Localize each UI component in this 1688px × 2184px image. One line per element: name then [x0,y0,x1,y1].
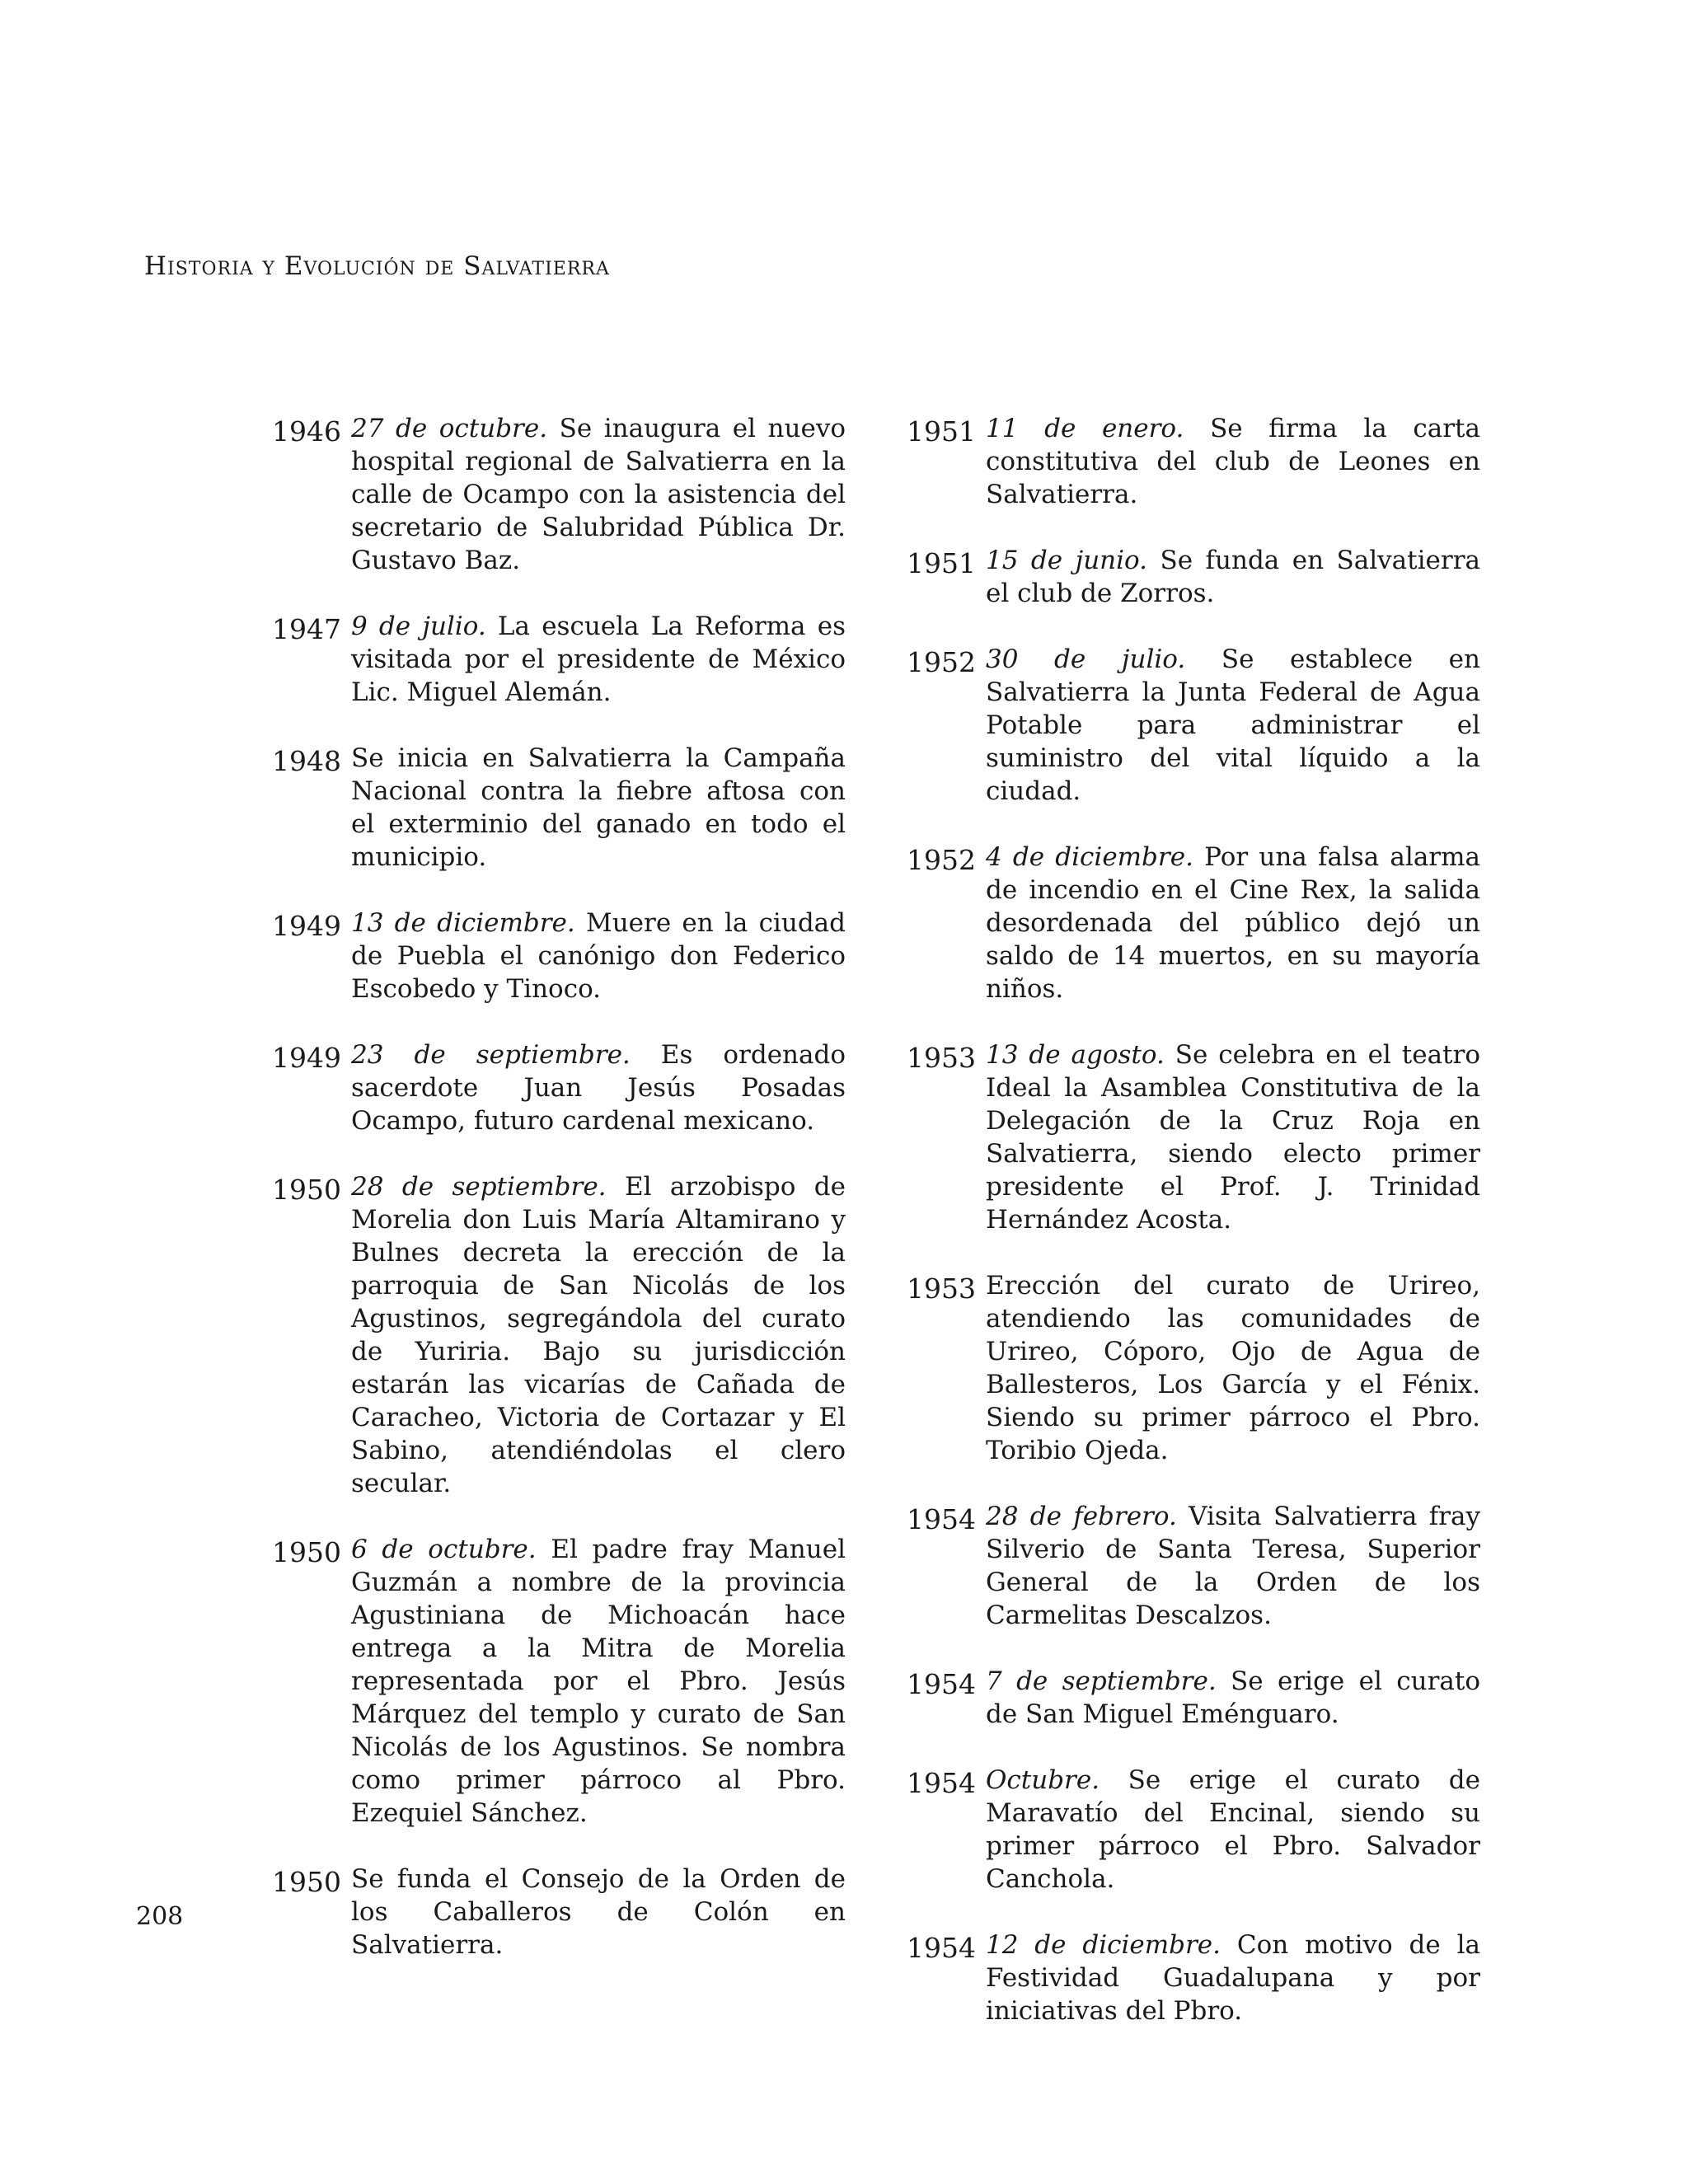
entry-year: 1950 [272,1866,341,1898]
entry-body: Visita Salvatierra fray Silverio de Santa Teresa, Superior General de la Orden de los Carmelitas Descalzos. [986,1502,1480,1630]
entry-text [351,1863,846,1961]
entry-text [351,1533,846,1830]
entry-year: 1954 [907,1503,976,1535]
running-header: Historia y Evolución de Salvatierra [144,251,610,281]
entry-year: 1951 [907,547,976,579]
chronology-entry [907,412,1492,511]
entry-text [351,742,846,874]
chronology-entry [907,1665,1492,1731]
entry-year: 1954 [907,1932,976,1964]
entry-date: 28 de septiembre. [351,1172,607,1202]
entry-text [986,1500,1480,1632]
entry-year: 1949 [272,1042,341,1074]
entry-text [986,643,1480,808]
entry-body: Se erige el curato de San Miguel Eménguaro. [986,1666,1480,1729]
entry-year: 1950 [272,1174,341,1206]
entry-year: 1951 [907,415,976,448]
entry-year: 1947 [272,613,341,645]
entry-date: 30 de julio. [986,644,1186,674]
entry-body: La escuela La Reforma es visitada por el presidente de México Lic. Miguel Alemán. [351,612,846,707]
chronology-entry [907,841,1492,1005]
entry-date: 13 de agosto. [986,1040,1165,1070]
entry-year: 1949 [272,910,341,942]
entry-year: 1953 [907,1272,976,1305]
entry-body: Con motivo de la Festividad Guadalupana y por iniciativas del Pbro. [986,1930,1480,2026]
chronology-entry [907,1500,1492,1632]
entry-year: 1950 [272,1536,341,1568]
entry-body: Se funda el Consejo de la Orden de los Caballeros de Colón en Salvatierra. [351,1864,846,1960]
entry-year: 1946 [272,415,341,448]
chronology-entry [272,412,857,577]
entry-year: 1954 [907,1767,976,1799]
entry-date: Octubre. [986,1765,1100,1795]
entry-text [986,1038,1480,1236]
entry-date: 7 de septiembre. [986,1666,1217,1696]
chronology-entry [272,742,857,874]
right-column [907,412,1492,2060]
entry-date: 11 de enero. [986,414,1184,443]
entry-text [351,412,846,577]
entry-body: El arzobispo de Morelia don Luis María Altamirano y Bulnes decreta la erección de la parroquia de San Nicolás de los Agustinos, segregándola del curato de Yuriria. Bajo su jurisdicción estarán las vicarías de Cañada de Caracheo, Victoria de Cortazar y El Sabino, atendiéndolas el clero secular. [351,1172,846,1498]
chronology-entry [272,1038,857,1137]
chronology-entry [907,544,1492,610]
entry-text [986,1665,1480,1731]
entry-year: 1953 [907,1042,976,1074]
entry-date: 4 de diciembre. [986,842,1193,872]
chronology-entry [272,907,857,1005]
entry-text [986,412,1480,511]
entry-text [351,610,846,709]
entry-body: Se celebra en el teatro Ideal la Asamblea Constitutiva de la Delegación de la Cruz Roja en Salvatierra, siendo electo primer presidente el Prof. J. Trinidad Hernández Acosta. [986,1040,1480,1235]
chronology-entry [907,1764,1492,1896]
entry-body: Por una falsa alarma de incendio en el Cine Rex, la salida desordenada del público dejó un saldo de 14 muertos, en su mayoría niños. [986,842,1480,1004]
entry-body: Se inicia en Salvatierra la Campaña Nacional contra la fiebre aftosa con el exterminio del ganado en todo el municipio. [351,743,846,872]
entry-year: 1954 [907,1668,976,1700]
entry-date: 28 de febrero. [986,1502,1177,1531]
chronology-entry [272,1533,857,1830]
entry-date: 23 de septiembre. [351,1040,631,1070]
page-number: 208 [136,1902,184,1931]
entry-body: Se erige el curato de Maravatío del Encinal, siendo su primer párroco el Pbro. Salvador Canchola. [986,1765,1480,1894]
entry-body: Erección del curato de Urireo, atendiendo las comunidades de Urireo, Cóporo, Ojo de Agua de Ballesteros, Los García y el Fénix. Siendo su primer párroco el Pbro. Toribio Ojeda. [986,1271,1480,1465]
entry-body: Se establece en Salvatierra la Junta Federal de Agua Potable para administrar el suministro del vital líquido a la ciudad. [986,644,1480,806]
chronology-entry [272,610,857,709]
entry-date: 27 de octubre. [351,414,548,443]
entry-date: 12 de diciembre. [986,1930,1221,1960]
entry-body: Se firma la carta constitutiva del club de Leones en Salvatierra. [986,414,1480,509]
entry-text [986,1764,1480,1896]
entry-date: 15 de junio. [986,546,1148,575]
entry-date: 6 de octubre. [351,1535,537,1564]
entry-body: Se inaugura el nuevo hospital regional de Salvatierra en la calle de Ocampo con la asistencia del secretario de Salubridad Pública Dr. Gustavo Baz. [351,414,846,575]
chronology-entry [907,1038,1492,1236]
chronology-entry [907,1929,1492,2027]
entry-body: Es ordenado sacerdote Juan Jesús Posadas Ocampo, futuro cardenal mexicano. [351,1040,846,1136]
chronology-entry [907,643,1492,808]
entry-text [986,841,1480,1005]
left-column [272,412,857,1994]
entry-year: 1948 [272,745,341,777]
chronology-entry [907,1269,1492,1467]
entry-body: Muere en la ciudad de Puebla el canónigo don Federico Escobedo y Tinoco. [351,908,846,1004]
entry-body: Se funda en Salvatierra el club de Zorros. [986,546,1480,608]
chronology-entry [272,1863,857,1961]
entry-text [986,544,1480,610]
entry-date: 9 de julio. [351,612,486,641]
entry-text [986,1269,1480,1467]
entry-text [351,1038,846,1137]
entry-text [351,1170,846,1500]
entry-year: 1952 [907,646,976,678]
entry-year: 1952 [907,844,976,876]
chronology-entry [272,1170,857,1500]
entry-text [351,907,846,1005]
entry-text [986,1929,1480,2027]
entry-body: El padre fray Manuel Guzmán a nombre de la provincia Agustiniana de Michoacán hace entrega a la Mitra de Morelia representada por el Pbro. Jesús Márquez del templo y curato de San Nicolás de los Agustinos. Se nombra como primer párroco al Pbro. Ezequiel Sánchez. [351,1535,846,1828]
entry-date: 13 de diciembre. [351,908,575,938]
